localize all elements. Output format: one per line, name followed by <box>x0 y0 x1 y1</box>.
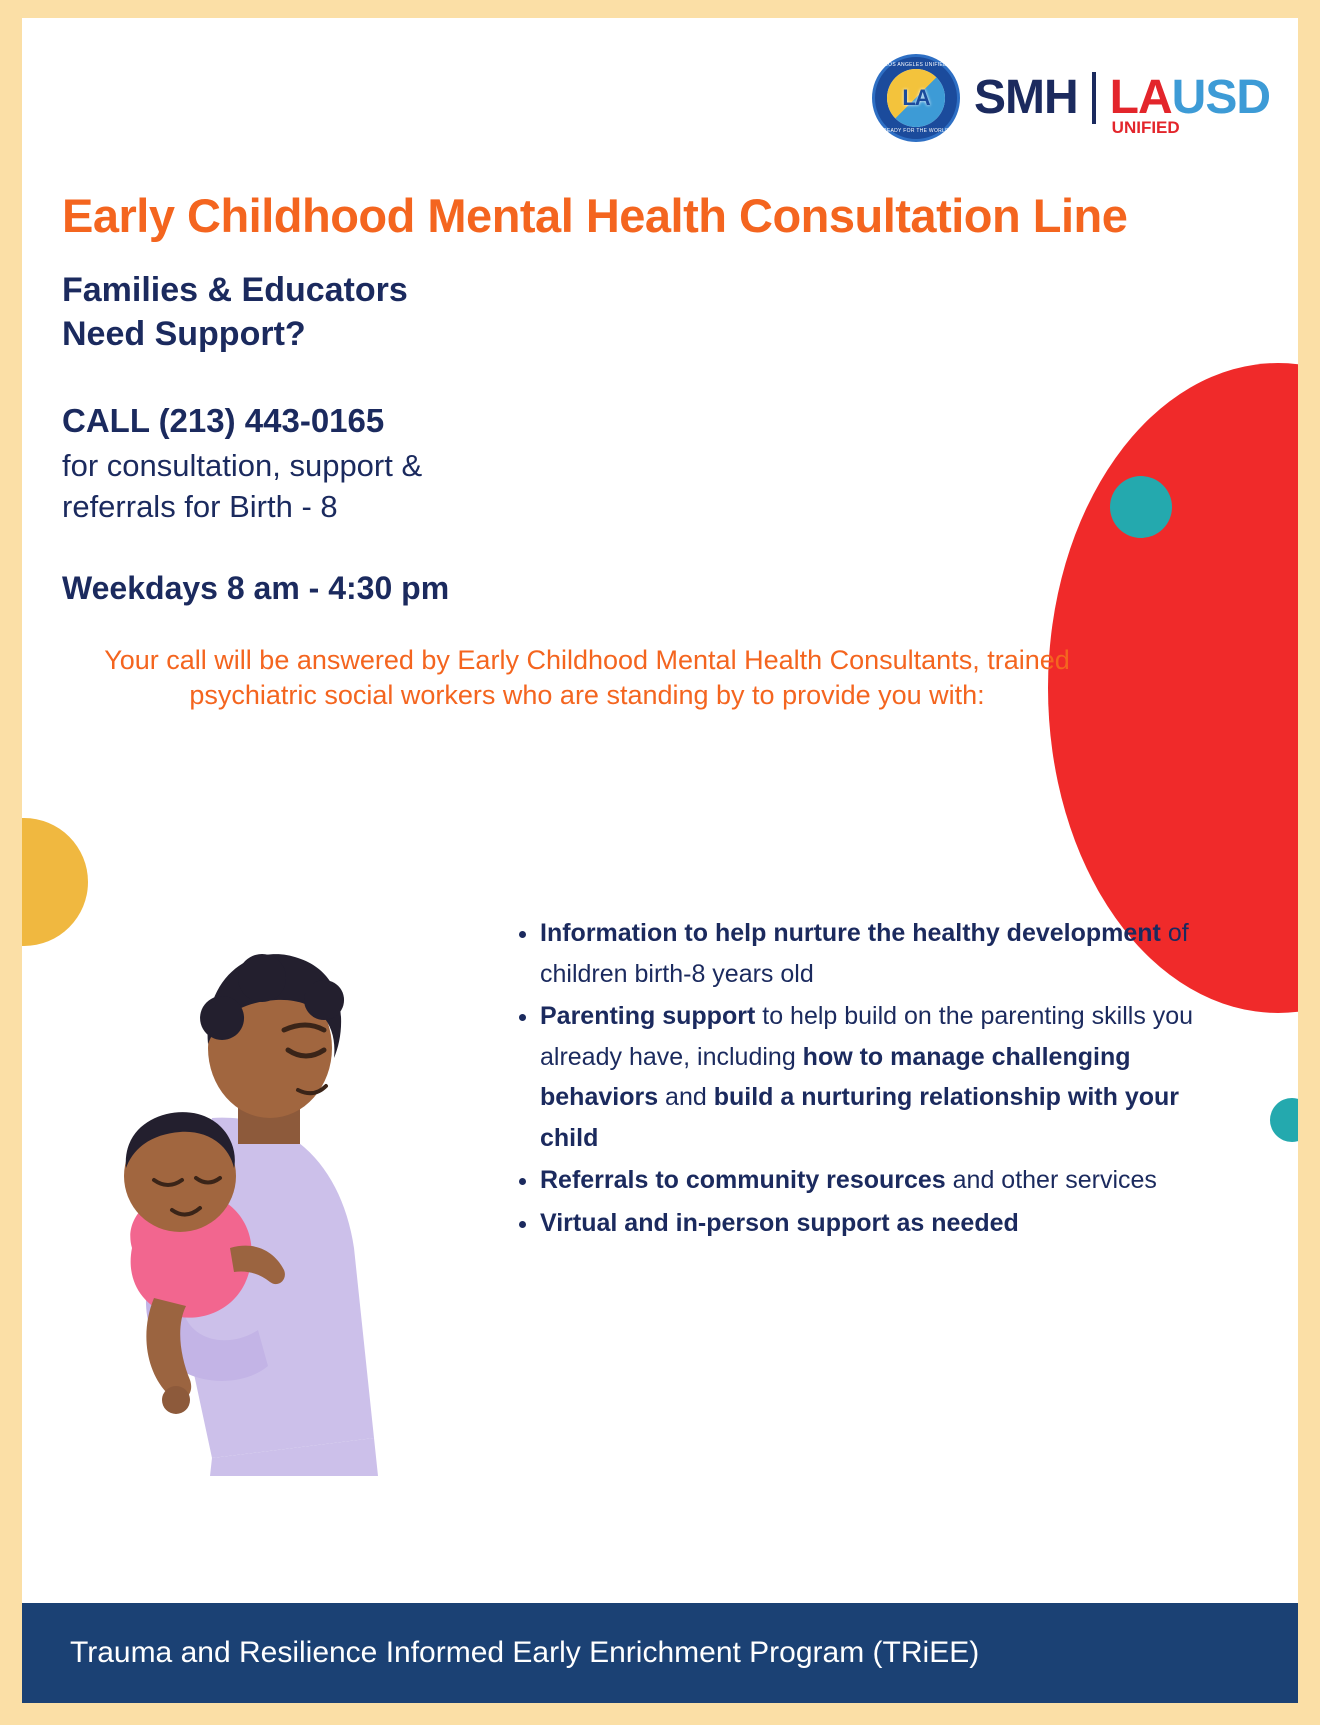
bullet-2-bold-3: build a nurturing relationship with your child <box>540 1083 1179 1152</box>
lausd-unified-text: UNIFIED <box>1111 118 1180 137</box>
bullet-1-bold-1: Information to help nurture the healthy development <box>540 919 1161 947</box>
bullet-2-bold-2: how to manage challenging behaviors <box>540 1042 1131 1111</box>
logo-divider <box>1092 72 1096 124</box>
lausd-usd-text: USD <box>1171 71 1270 124</box>
footer-text: Trauma and Resilience Informed Early Enrichment Program (TRiEE) <box>70 1636 980 1669</box>
benefits-list <box>512 913 1240 1245</box>
call-line <box>62 402 1182 440</box>
seal-bottom-text: READY FOR THE WORLD <box>882 128 950 134</box>
call-description-line-2: referrals for Birth - 8 <box>62 489 338 525</box>
call-label: CALL <box>62 402 150 440</box>
page-border-bottom <box>0 1703 1320 1725</box>
bullet-1-plain-1: of children birth-8 years old <box>540 919 1189 988</box>
call-description-line-1: for consultation, support & <box>62 448 423 484</box>
subheading-line-1: Families & Educators <box>62 271 408 310</box>
list-item <box>540 913 1240 994</box>
footer-banner <box>22 1603 1298 1703</box>
bullet-2-bold-1: Parenting support <box>540 1002 756 1030</box>
bullet-2-plain-1: to help build on the parenting skills you already have, including <box>540 1002 1194 1071</box>
bullet-2-plain-2: and <box>658 1083 714 1111</box>
subheading-line-2: Need Support? <box>62 314 306 353</box>
main-content <box>62 188 1182 712</box>
lausd-wordmark <box>1109 71 1270 137</box>
hours-text: Weekdays 8 am - 4:30 pm <box>62 570 450 607</box>
page-border-right <box>1298 0 1320 1725</box>
page-title: Early Childhood Mental Health Consultation Line <box>62 189 1128 242</box>
seal-monogram: LA <box>902 85 930 110</box>
call-description <box>62 446 1182 528</box>
flyer-canvas <box>22 18 1298 1703</box>
seal-top-text: LOS ANGELES UNIFIED <box>885 62 947 68</box>
smh-wordmark: SMH <box>974 71 1078 124</box>
page-border-left <box>0 0 22 1725</box>
bullet-3-plain-1: and other services <box>945 1166 1157 1194</box>
phone-number[interactable]: (213) 443-0165 <box>158 402 385 440</box>
teal-dot-decoration-2 <box>1270 1098 1298 1142</box>
answered-by-text: Your call will be answered by Early Childhood Mental Health Consultants, trained psychiatric social workers who are standing by to provide you with: <box>104 645 1070 710</box>
seal-inner <box>887 69 945 127</box>
subheading <box>62 269 1182 356</box>
list-item <box>540 1160 1240 1201</box>
lausd-seal-icon <box>872 54 960 142</box>
logo-lockup <box>872 54 1270 142</box>
list-item <box>540 996 1240 1158</box>
bullet-3-bold-1: Referrals to community resources <box>540 1166 946 1194</box>
list-item <box>540 1203 1240 1244</box>
caregiver-and-baby-illustration <box>62 918 442 1478</box>
page-border-top <box>0 0 1320 18</box>
bullet-4-bold-1: Virtual and in-person support as needed <box>540 1208 1019 1237</box>
lausd-la-text: LA <box>1109 71 1172 124</box>
